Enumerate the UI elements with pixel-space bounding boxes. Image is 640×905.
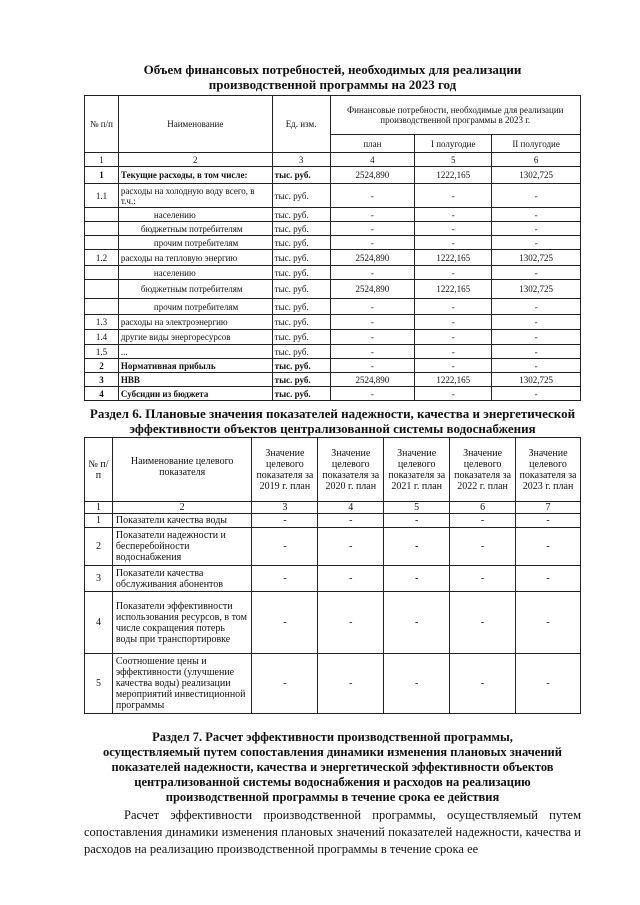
row-h2: - <box>492 266 581 280</box>
row-unit: тыс. руб. <box>272 266 330 280</box>
row-name: Нормативная прибыль <box>118 359 272 373</box>
row-name: Текущие расходы, в том числе: <box>118 167 272 184</box>
t2-header-row <box>85 438 581 502</box>
t2-colnum: 1 <box>85 502 113 514</box>
row-plan: 2524,890 <box>330 373 415 387</box>
row-name: населению <box>118 208 272 222</box>
row-num: 3 <box>85 373 119 387</box>
row-num <box>85 266 119 280</box>
title3-line4: централизованной системы водоснабжения и расходов на реализацию <box>134 775 531 789</box>
table-row <box>85 566 581 592</box>
row-plan: - <box>330 222 415 236</box>
row-unit: тыс. руб. <box>272 315 330 330</box>
row-value: - <box>384 566 450 592</box>
table-row <box>85 266 581 280</box>
row-unit: тыс. руб. <box>272 299 330 315</box>
t1-column-numbers-row <box>85 153 581 167</box>
row-unit: тыс. руб. <box>272 359 330 373</box>
row-num: 1.4 <box>85 330 119 345</box>
row-h2: - <box>492 184 581 208</box>
t1-header-name: Наименование <box>118 96 272 153</box>
row-plan: 2524,890 <box>330 167 415 184</box>
row-h1: - <box>415 236 492 250</box>
row-name: Показатели качества воды <box>112 514 252 528</box>
t2-header-2021: Значение целевого показателя за 2021 г. план <box>384 438 450 502</box>
row-h2: - <box>492 236 581 250</box>
row-num: 2 <box>85 528 113 566</box>
row-h1: - <box>415 387 492 401</box>
row-name: бюджетным потребителям <box>118 280 272 299</box>
row-h2: - <box>492 387 581 401</box>
row-num: 1 <box>85 514 113 528</box>
table-row <box>85 654 581 714</box>
table-row <box>85 250 581 266</box>
row-name: другие виды энергоресурсов <box>118 330 272 345</box>
row-num: 3 <box>85 566 113 592</box>
row-h1: - <box>415 330 492 345</box>
row-num: 4 <box>85 387 119 401</box>
title2-line1: Раздел 6. Плановые значения показателей надежности, качества и энергетической <box>89 406 576 421</box>
financial-needs-title <box>84 62 581 92</box>
table-row <box>85 315 581 330</box>
row-name: Показатели качества обслуживания абонентов <box>112 566 252 592</box>
row-name: населению <box>118 266 272 280</box>
row-h2: 1302,725 <box>492 373 581 387</box>
title1-line2: производственной программы на 2023 год <box>208 77 457 92</box>
row-value: - <box>384 528 450 566</box>
table-row <box>85 299 581 315</box>
row-h2: 1302,725 <box>492 280 581 299</box>
row-h1: 1222,165 <box>415 373 492 387</box>
row-value: - <box>384 654 450 714</box>
row-num: 1.3 <box>85 315 119 330</box>
row-h2: - <box>492 222 581 236</box>
row-value: - <box>450 592 516 654</box>
row-h2: - <box>492 330 581 345</box>
table-row <box>85 167 581 184</box>
row-h2: 1302,725 <box>492 167 581 184</box>
row-value: - <box>252 654 318 714</box>
row-num <box>85 236 119 250</box>
row-unit: тыс. руб. <box>272 387 330 401</box>
row-h2: - <box>492 359 581 373</box>
table-row <box>85 373 581 387</box>
table-row <box>85 208 581 222</box>
row-value: - <box>318 514 384 528</box>
table-row <box>85 359 581 373</box>
t1-colnum: 1 <box>85 153 119 167</box>
row-value: - <box>516 592 581 654</box>
row-name: НВВ <box>118 373 272 387</box>
table-row <box>85 330 581 345</box>
row-plan: - <box>330 208 415 222</box>
t2-colnum: 7 <box>516 502 581 514</box>
row-plan: 2524,890 <box>330 280 415 299</box>
t2-colnum: 4 <box>318 502 384 514</box>
row-name: Показатели надежности и бесперебойности водоснабжения <box>112 528 252 566</box>
row-unit: тыс. руб. <box>272 345 330 359</box>
row-h1: - <box>415 345 492 359</box>
row-plan: - <box>330 184 415 208</box>
row-h2: - <box>492 345 581 359</box>
row-value: - <box>318 528 384 566</box>
title3-line3: показателей надежности, качества и энергетической эффективности объектов <box>111 760 554 774</box>
row-value: - <box>318 654 384 714</box>
row-value: - <box>252 528 318 566</box>
row-name: расходы на тепловую энергию <box>118 250 272 266</box>
target-indicators-table <box>84 437 581 714</box>
row-plan: - <box>330 345 415 359</box>
row-unit: тыс. руб. <box>272 208 330 222</box>
row-plan: 2524,890 <box>330 250 415 266</box>
row-num: 4 <box>85 592 113 654</box>
t1-header-h1: I полугодие <box>415 135 492 153</box>
t1-colnum: 4 <box>330 153 415 167</box>
row-value: - <box>252 514 318 528</box>
section7-title <box>84 730 581 805</box>
row-h1: 1222,165 <box>415 167 492 184</box>
t2-colnum: 2 <box>112 502 252 514</box>
t2-colnum: 3 <box>252 502 318 514</box>
row-h2: - <box>492 315 581 330</box>
row-num: 2 <box>85 359 119 373</box>
row-name: ... <box>118 345 272 359</box>
row-value: - <box>318 566 384 592</box>
row-h2: 1302,725 <box>492 250 581 266</box>
table-row <box>85 528 581 566</box>
row-num <box>85 299 119 315</box>
t2-colnum: 6 <box>450 502 516 514</box>
t1-colnum: 6 <box>492 153 581 167</box>
row-num <box>85 208 119 222</box>
row-num <box>85 280 119 299</box>
row-value: - <box>516 654 581 714</box>
row-num: 1.5 <box>85 345 119 359</box>
row-num: 1 <box>85 167 119 184</box>
table-row <box>85 280 581 299</box>
row-num: 5 <box>85 654 113 714</box>
row-name: Показатели эффективности использования ресурсов, в том числе сокращения потерь воды при транспортировке <box>112 592 252 654</box>
row-h1: - <box>415 222 492 236</box>
row-plan: - <box>330 315 415 330</box>
row-unit: тыс. руб. <box>272 167 330 184</box>
title1-line1: Объем финансовых потребностей, необходимых для реализации <box>143 62 522 77</box>
row-h1: - <box>415 315 492 330</box>
row-h1: - <box>415 208 492 222</box>
t1-colnum: 3 <box>272 153 330 167</box>
row-value: - <box>450 566 516 592</box>
row-plan: - <box>330 299 415 315</box>
row-plan: - <box>330 330 415 345</box>
table-row <box>85 222 581 236</box>
row-value: - <box>450 528 516 566</box>
row-value: - <box>516 528 581 566</box>
row-unit: тыс. руб. <box>272 280 330 299</box>
t1-header-plan: план <box>330 135 415 153</box>
t2-header-2022: Значение целевого показателя за 2022 г. план <box>450 438 516 502</box>
title2-line2: эффективности объектов централизованной системы водоснабжения <box>129 421 536 436</box>
row-h1: - <box>415 299 492 315</box>
row-value: - <box>318 592 384 654</box>
t2-column-numbers-row <box>85 502 581 514</box>
row-num: 1.2 <box>85 250 119 266</box>
row-name: расходы на холодную воду всего, в т.ч.: <box>118 184 272 208</box>
row-plan: - <box>330 236 415 250</box>
row-value: - <box>384 514 450 528</box>
t2-header-2020: Значение целевого показателя за 2020 г. план <box>318 438 384 502</box>
row-h2: - <box>492 208 581 222</box>
row-value: - <box>252 592 318 654</box>
row-h1: - <box>415 184 492 208</box>
t1-colnum: 2 <box>118 153 272 167</box>
t2-header-num: № п/ п <box>85 438 113 502</box>
row-value: - <box>450 654 516 714</box>
t2-header-2023: Значение целевого показателя за 2023 г. план <box>516 438 581 502</box>
row-h1: 1222,165 <box>415 250 492 266</box>
row-name: прочим потребителям <box>118 236 272 250</box>
t1-header-fin: Финансовые потребности, необходимые для реализации производственной программы в 2023 г. <box>330 96 581 135</box>
row-name: прочим потребителям <box>118 299 272 315</box>
row-h1: - <box>415 266 492 280</box>
row-num <box>85 222 119 236</box>
t1-header-unit: Ед. изм. <box>272 96 330 153</box>
table-row <box>85 514 581 528</box>
row-num: 1.1 <box>85 184 119 208</box>
row-unit: тыс. руб. <box>272 222 330 236</box>
row-h1: - <box>415 359 492 373</box>
t1-header-num: № п/п <box>85 96 119 153</box>
row-plan: - <box>330 359 415 373</box>
section7-paragraph: Расчет эффективности производственной программы, осуществляемый путем сопоставления динамики изменения плановых значений показателей надежности, качества и расходов на реализацию производственной программы в течение срока ее <box>84 808 581 856</box>
row-name: Соотношение цены и эффективности (улучшение качества воды) реализации мероприятий инвестиционной программы <box>112 654 252 714</box>
row-unit: тыс. руб. <box>272 373 330 387</box>
row-value: - <box>516 514 581 528</box>
row-h1: 1222,165 <box>415 280 492 299</box>
row-name: расходы на электроэнергию <box>118 315 272 330</box>
row-name: бюджетным потребителям <box>118 222 272 236</box>
t2-colnum: 5 <box>384 502 450 514</box>
row-value: - <box>450 514 516 528</box>
table-row <box>85 184 581 208</box>
table-row <box>85 387 581 401</box>
table-row <box>85 236 581 250</box>
row-unit: тыс. руб. <box>272 236 330 250</box>
title3-line1: Раздел 7. Расчет эффективности производственной программы, <box>152 730 513 744</box>
row-plan: - <box>330 266 415 280</box>
table-row <box>85 592 581 654</box>
row-unit: тыс. руб. <box>272 330 330 345</box>
t2-header-2019: Значение целевого показателя за 2019 г. план <box>252 438 318 502</box>
section6-title <box>84 406 581 436</box>
row-name: Субсидии из бюджета <box>118 387 272 401</box>
row-value: - <box>516 566 581 592</box>
row-unit: тыс. руб. <box>272 250 330 266</box>
title3-line2: осуществляемый путем сопоставления динамики изменения плановых значений <box>103 745 562 759</box>
t1-header-h2: II полугодие <box>492 135 581 153</box>
row-value: - <box>384 592 450 654</box>
t2-header-name: Наименование целевого показателя <box>112 438 252 502</box>
row-unit: тыс. руб. <box>272 184 330 208</box>
row-value: - <box>252 566 318 592</box>
row-plan: - <box>330 387 415 401</box>
title3-line5: производственной программы в течение срока ее действия <box>165 790 500 804</box>
financial-needs-table <box>84 95 581 401</box>
t1-colnum: 5 <box>415 153 492 167</box>
row-h2: - <box>492 299 581 315</box>
table-row <box>85 345 581 359</box>
